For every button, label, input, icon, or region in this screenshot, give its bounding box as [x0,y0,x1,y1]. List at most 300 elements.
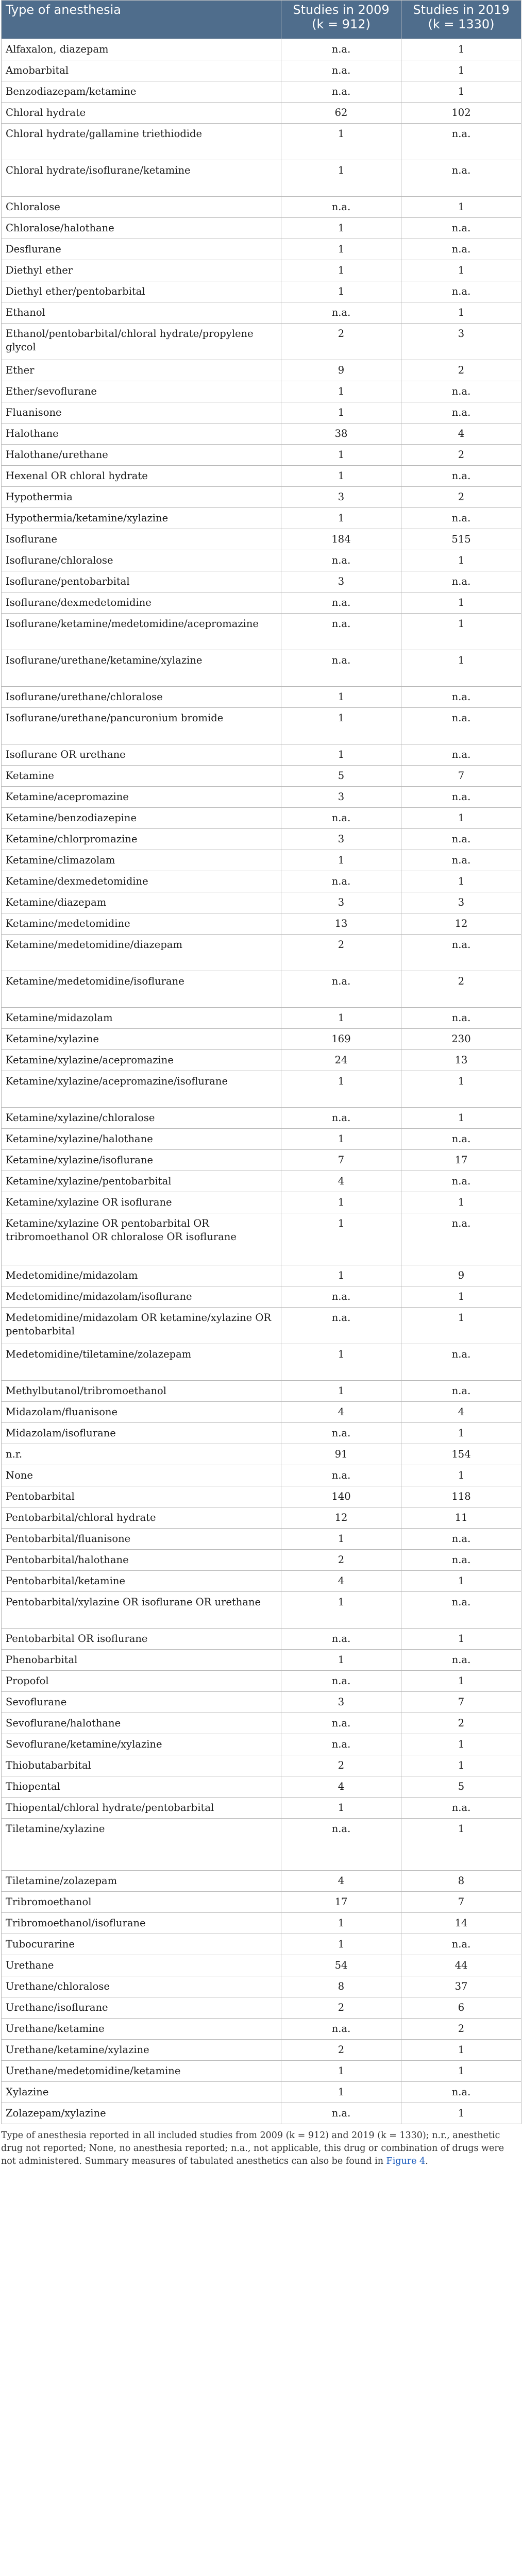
caption-text: Type of anesthesia reported in all included studies from 2009 (k = 912) and 2019 (k = 1330); n.r., anesthetic drug not reported; None, no anesthesia reported; n.a., not applicable, this drug or combination of drugs were not administered. Summary measures of tabulated anesthetics can also be found in [1,2130,504,2166]
table-row [2,708,521,744]
cell-anesthesia-type: Pentobarbital/ketamine [2,1571,281,1592]
cell-count-2019: 12 [401,913,521,935]
cell-count-2019: 2 [401,1713,521,1734]
cell-count-2009: 1 [281,218,401,239]
cell-count-2009: n.a. [281,1108,401,1129]
cell-anesthesia-type: Chloral hydrate/gallamine triethiodide [2,124,281,160]
cell-count-2019: 1 [401,1671,521,1692]
cell-count-2009: n.a. [281,1465,401,1486]
cell-count-2009: n.a. [281,1423,401,1444]
cell-anesthesia-type: Isoflurane OR urethane [2,744,281,766]
cell-anesthesia-type: Ketamine/medetomidine [2,913,281,935]
cell-count-2009: 3 [281,571,401,592]
cell-anesthesia-type: Medetomidine/tiletamine/zolazepam [2,1344,281,1381]
cell-count-2009: n.a. [281,871,401,892]
cell-count-2009: 1 [281,850,401,871]
cell-count-2009: 3 [281,892,401,913]
cell-count-2009: 1 [281,1344,401,1381]
table-row [2,1129,521,1150]
cell-count-2019: 1 [401,1571,521,1592]
cell-count-2019: 1 [401,1465,521,1486]
cell-count-2019: 1 [401,1734,521,1755]
cell-count-2019: 1 [401,197,521,218]
cell-count-2019: 7 [401,766,521,787]
cell-anesthesia-type: Ketamine/xylazine OR isoflurane [2,1192,281,1213]
table-row [2,1713,521,1734]
cell-count-2019: n.a. [401,218,521,239]
cell-count-2019: n.a. [401,1529,521,1550]
table-body [2,39,521,2124]
cell-count-2009: 4 [281,1402,401,1423]
cell-anesthesia-type: Urethane/isoflurane [2,1997,281,2019]
cell-count-2019: 4 [401,423,521,445]
cell-anesthesia-type: Tiletamine/xylazine [2,1819,281,1871]
table-row [2,1213,521,1265]
table-row [2,766,521,787]
cell-count-2019: n.a. [401,1381,521,1402]
cell-count-2019: n.a. [401,1129,521,1150]
cell-count-2019: n.a. [401,687,521,708]
cell-anesthesia-type: Ketamine/medetomidine/diazepam [2,935,281,971]
table-row [2,850,521,871]
cell-anesthesia-type: Amobarbital [2,60,281,81]
cell-anesthesia-type: Isoflurane/urethane/ketamine/xylazine [2,650,281,687]
cell-count-2019: n.a. [401,1008,521,1029]
cell-count-2019: n.a. [401,1171,521,1192]
cell-count-2009: 2 [281,1755,401,1776]
cell-count-2009: 1 [281,160,401,197]
table-row [2,1286,521,1308]
table-row [2,2103,521,2124]
table-row [2,1955,521,1976]
cell-anesthesia-type: Ethanol/pentobarbital/chloral hydrate/propylene glycol [2,324,281,360]
cell-anesthesia-type: Pentobarbital [2,1486,281,1507]
cell-count-2009: 7 [281,1150,401,1171]
table-row [2,281,521,302]
cell-anesthesia-type: Ketamine/xylazine/acepromazine/isoflurane [2,1071,281,1108]
cell-count-2009: 54 [281,1955,401,1976]
cell-anesthesia-type: Ketamine/xylazine/acepromazine [2,1050,281,1071]
cell-count-2009: 4 [281,1776,401,1798]
table-row [2,1529,521,1550]
table-row [2,197,521,218]
cell-count-2009: 1 [281,239,401,260]
cell-anesthesia-type: Isoflurane/ketamine/medetomidine/acepromazine [2,614,281,650]
cell-anesthesia-type: Tribromoethanol [2,1892,281,1913]
table-row [2,1755,521,1776]
cell-count-2019: 11 [401,1507,521,1529]
header-2019 [401,1,521,39]
cell-count-2009: 91 [281,1444,401,1465]
cell-count-2019: n.a. [401,708,521,744]
table-row [2,381,521,402]
cell-count-2019: 1 [401,1629,521,1650]
cell-count-2009: n.a. [281,197,401,218]
cell-count-2009: n.a. [281,592,401,614]
cell-anesthesia-type: Isoflurane/chloralose [2,550,281,571]
cell-anesthesia-type: Tiletamine/zolazepam [2,1871,281,1892]
cell-count-2019: 4 [401,1402,521,1423]
table-row [2,160,521,197]
cell-count-2009: 13 [281,913,401,935]
header-2009 [281,1,401,39]
table-row [2,302,521,324]
table-row [2,871,521,892]
cell-count-2009: 1 [281,124,401,160]
cell-count-2019: n.a. [401,1550,521,1571]
cell-count-2019: 7 [401,1892,521,1913]
cell-count-2019: 9 [401,1265,521,1286]
table-row [2,1798,521,1819]
cell-count-2009: 1 [281,1592,401,1629]
cell-count-2019: n.a. [401,160,521,197]
cell-count-2009: 2 [281,1550,401,1571]
header-2009-line1: Studies in 2009 [293,3,390,17]
table-row [2,218,521,239]
cell-count-2009: 4 [281,1571,401,1592]
table-row [2,1381,521,1402]
cell-anesthesia-type: Ketamine/diazepam [2,892,281,913]
cell-count-2019: n.a. [401,1592,521,1629]
cell-count-2009: n.a. [281,1286,401,1308]
cell-anesthesia-type: Thiobutabarbital [2,1755,281,1776]
table-row [2,1071,521,1108]
table-row [2,508,521,529]
cell-count-2009: 62 [281,103,401,124]
cell-count-2019: 1 [401,302,521,324]
table-row [2,1592,521,1629]
cell-count-2019: 1 [401,871,521,892]
cell-count-2009: 4 [281,1871,401,1892]
cell-anesthesia-type: Ketamine/dexmedetomidine [2,871,281,892]
cell-count-2009: n.a. [281,1671,401,1692]
cell-anesthesia-type: Tubocurarine [2,1934,281,1955]
cell-anesthesia-type: Ketamine/xylazine OR pentobarbital OR tribromoethanol OR chloralose OR isoflurane [2,1213,281,1265]
cell-anesthesia-type: Diethyl ether [2,260,281,281]
cell-anesthesia-type: Desflurane [2,239,281,260]
cell-count-2009: 1 [281,1381,401,1402]
cell-count-2019: n.a. [401,402,521,423]
cell-anesthesia-type: Tribromoethanol/isoflurane [2,1913,281,1934]
cell-count-2019: n.a. [401,381,521,402]
cell-count-2009: n.a. [281,808,401,829]
cell-count-2019: 1 [401,1308,521,1344]
cell-count-2009: 1 [281,1913,401,1934]
cell-anesthesia-type: Ketamine/xylazine [2,1029,281,1050]
table-row [2,650,521,687]
cell-anesthesia-type: Ether/sevoflurane [2,381,281,402]
cell-anesthesia-type: Isoflurane/pentobarbital [2,571,281,592]
cell-count-2009: n.a. [281,1734,401,1755]
cell-count-2009: 1 [281,508,401,529]
anesthesia-table [1,0,521,2124]
cell-anesthesia-type: Pentobarbital/fluanisone [2,1529,281,1550]
table-row [2,1650,521,1671]
table-row [2,892,521,913]
cell-count-2019: n.a. [401,508,521,529]
cell-count-2019: 1 [401,614,521,650]
cell-anesthesia-type: Isoflurane/dexmedetomidine [2,592,281,614]
cell-count-2009: n.a. [281,1308,401,1344]
cell-count-2019: 7 [401,1692,521,1713]
cell-anesthesia-type: Midazolam/fluanisone [2,1402,281,1423]
cell-count-2019: 13 [401,1050,521,1071]
cell-count-2009: 3 [281,787,401,808]
cell-anesthesia-type: Chloral hydrate [2,103,281,124]
cell-count-2009: 1 [281,1798,401,1819]
cell-anesthesia-type: Chloralose [2,197,281,218]
table-row [2,913,521,935]
cell-count-2019: 1 [401,1286,521,1308]
cell-count-2019: 17 [401,1150,521,1171]
figure-link[interactable]: Figure 4 [386,2156,426,2166]
cell-count-2009: 1 [281,2082,401,2103]
cell-anesthesia-type: Hexenal OR chloral hydrate [2,466,281,487]
cell-count-2009: 1 [281,744,401,766]
table-row [2,39,521,60]
cell-count-2009: n.a. [281,39,401,60]
cell-count-2019: n.a. [401,1934,521,1955]
cell-anesthesia-type: Halothane [2,423,281,445]
cell-count-2009: 1 [281,402,401,423]
cell-count-2019: 154 [401,1444,521,1465]
cell-anesthesia-type: Ketamine/medetomidine/isoflurane [2,971,281,1008]
cell-anesthesia-type: Isoflurane [2,529,281,550]
cell-count-2009: n.a. [281,1713,401,1734]
cell-count-2019: 1 [401,592,521,614]
cell-count-2009: 1 [281,1129,401,1150]
cell-count-2009: 2 [281,1997,401,2019]
table-row [2,1507,521,1529]
table-row [2,687,521,708]
table-caption [1,2129,521,2168]
cell-count-2009: 2 [281,2040,401,2061]
cell-count-2019: 1 [401,808,521,829]
table-row [2,1629,521,1650]
table-row [2,324,521,360]
cell-count-2009: n.a. [281,60,401,81]
cell-count-2009: 1 [281,1213,401,1265]
table-row [2,423,521,445]
cell-count-2009: 17 [281,1892,401,1913]
cell-anesthesia-type: Medetomidine/midazolam [2,1265,281,1286]
table-row [2,744,521,766]
table-row [2,260,521,281]
cell-anesthesia-type: Medetomidine/midazolam OR ketamine/xylazine OR pentobarbital [2,1308,281,1344]
cell-count-2019: 1 [401,650,521,687]
cell-count-2019: 14 [401,1913,521,1934]
cell-anesthesia-type: Diethyl ether/pentobarbital [2,281,281,302]
cell-count-2009: 4 [281,1171,401,1192]
table-row [2,935,521,971]
cell-anesthesia-type: Urethane/chloralose [2,1976,281,1997]
table-row [2,1671,521,1692]
table-row [2,829,521,850]
cell-count-2019: 1 [401,260,521,281]
cell-count-2009: 1 [281,1192,401,1213]
cell-count-2009: 2 [281,324,401,360]
cell-count-2019: n.a. [401,1344,521,1381]
cell-count-2019: n.a. [401,281,521,302]
table-row [2,1308,521,1344]
table-row [2,971,521,1008]
cell-anesthesia-type: Hypothermia/ketamine/xylazine [2,508,281,529]
table-row [2,1344,521,1381]
cell-anesthesia-type: Propofol [2,1671,281,1692]
table-row [2,1192,521,1213]
cell-anesthesia-type: Ketamine/benzodiazepine [2,808,281,829]
cell-count-2019: n.a. [401,124,521,160]
cell-anesthesia-type: Xylazine [2,2082,281,2103]
cell-count-2009: 140 [281,1486,401,1507]
table-row [2,1550,521,1571]
cell-count-2009: 1 [281,687,401,708]
cell-count-2009: n.a. [281,1629,401,1650]
cell-count-2019: n.a. [401,935,521,971]
cell-count-2009: 1 [281,1265,401,1286]
cell-anesthesia-type: Hypothermia [2,487,281,508]
cell-count-2009: 5 [281,766,401,787]
cell-anesthesia-type: Pentobarbital/halothane [2,1550,281,1571]
table-row [2,1050,521,1071]
table-row [2,466,521,487]
cell-count-2009: 184 [281,529,401,550]
table-row [2,445,521,466]
header-2009-line2: (k = 912) [312,17,371,31]
cell-count-2009: 169 [281,1029,401,1050]
cell-anesthesia-type: Sevoflurane/halothane [2,1713,281,1734]
table-row [2,571,521,592]
cell-anesthesia-type: Phenobarbital [2,1650,281,1671]
table-row [2,1871,521,1892]
cell-anesthesia-type: Ketamine/xylazine/pentobarbital [2,1171,281,1192]
table-row [2,550,521,571]
cell-count-2019: n.a. [401,2082,521,2103]
cell-anesthesia-type: Pentobarbital OR isoflurane [2,1629,281,1650]
table-row [2,1776,521,1798]
cell-count-2009: n.a. [281,2103,401,2124]
cell-count-2009: 1 [281,2061,401,2082]
cell-count-2009: n.a. [281,1819,401,1871]
cell-anesthesia-type: Medetomidine/midazolam/isoflurane [2,1286,281,1308]
cell-anesthesia-type: Isoflurane/urethane/chloralose [2,687,281,708]
cell-count-2009: n.a. [281,302,401,324]
header-2019-line1: Studies in 2019 [413,3,510,17]
cell-anesthesia-type: Ketamine/chlorpromazine [2,829,281,850]
cell-count-2009: n.a. [281,614,401,650]
cell-count-2009: 3 [281,829,401,850]
cell-count-2009: 1 [281,708,401,744]
cell-count-2019: 1 [401,2103,521,2124]
cell-anesthesia-type: Ketamine/acepromazine [2,787,281,808]
table-row [2,1029,521,1050]
cell-count-2019: 1 [401,2040,521,2061]
table-row [2,787,521,808]
table-row [2,2061,521,2082]
table-header-row [2,1,521,39]
cell-count-2019: 3 [401,892,521,913]
cell-anesthesia-type: Methylbutanol/tribromoethanol [2,1381,281,1402]
table-row [2,1571,521,1592]
cell-count-2019: 5 [401,1776,521,1798]
cell-anesthesia-type: Halothane/urethane [2,445,281,466]
table-row [2,614,521,650]
cell-count-2019: n.a. [401,744,521,766]
table-row [2,1108,521,1129]
table-row [2,1402,521,1423]
cell-count-2019: 2 [401,971,521,1008]
table-row [2,1486,521,1507]
table-row [2,239,521,260]
cell-count-2009: n.a. [281,650,401,687]
cell-count-2019: 44 [401,1955,521,1976]
cell-count-2019: 2 [401,487,521,508]
cell-count-2019: 1 [401,1192,521,1213]
cell-anesthesia-type: Sevoflurane/ketamine/xylazine [2,1734,281,1755]
cell-count-2009: 2 [281,935,401,971]
cell-anesthesia-type: Ketamine/xylazine/chloralose [2,1108,281,1129]
table-row [2,592,521,614]
cell-anesthesia-type: Ether [2,360,281,381]
cell-anesthesia-type: Urethane/medetomidine/ketamine [2,2061,281,2082]
cell-count-2009: 9 [281,360,401,381]
table-row [2,1171,521,1192]
cell-anesthesia-type: Fluanisone [2,402,281,423]
cell-anesthesia-type: Pentobarbital/xylazine OR isoflurane OR urethane [2,1592,281,1629]
cell-count-2019: 1 [401,2061,521,2082]
cell-count-2019: 1 [401,60,521,81]
cell-anesthesia-type: Thiopental [2,1776,281,1798]
cell-count-2019: 2 [401,445,521,466]
cell-anesthesia-type: Benzodiazepam/ketamine [2,81,281,103]
cell-count-2009: 1 [281,260,401,281]
cell-count-2019: 8 [401,1871,521,1892]
table-row [2,1423,521,1444]
cell-count-2009: 1 [281,1008,401,1029]
cell-count-2019: n.a. [401,1798,521,1819]
table-row [2,529,521,550]
cell-count-2019: 2 [401,360,521,381]
cell-count-2009: n.a. [281,81,401,103]
table-row [2,1692,521,1713]
table-row [2,103,521,124]
cell-anesthesia-type: Chloral hydrate/isoflurane/ketamine [2,160,281,197]
cell-count-2019: 1 [401,39,521,60]
table-row [2,60,521,81]
cell-count-2019: 1 [401,1755,521,1776]
cell-count-2019: 118 [401,1486,521,1507]
table-row [2,124,521,160]
cell-anesthesia-type: Midazolam/isoflurane [2,1423,281,1444]
cell-anesthesia-type: Ketamine/midazolam [2,1008,281,1029]
cell-count-2009: 8 [281,1976,401,1997]
cell-count-2009: 1 [281,281,401,302]
cell-count-2009: 3 [281,487,401,508]
table-row [2,1934,521,1955]
cell-anesthesia-type: Urethane/ketamine/xylazine [2,2040,281,2061]
cell-anesthesia-type: Alfaxalon, diazepam [2,39,281,60]
cell-anesthesia-type: Ketamine/xylazine/isoflurane [2,1150,281,1171]
cell-count-2019: n.a. [401,829,521,850]
cell-count-2009: 1 [281,1650,401,1671]
cell-count-2009: n.a. [281,971,401,1008]
cell-count-2019: 1 [401,1108,521,1129]
table-row [2,1734,521,1755]
table-row [2,1444,521,1465]
table-row [2,1819,521,1871]
cell-anesthesia-type: Isoflurane/urethane/pancuronium bromide [2,708,281,744]
table-row [2,360,521,381]
